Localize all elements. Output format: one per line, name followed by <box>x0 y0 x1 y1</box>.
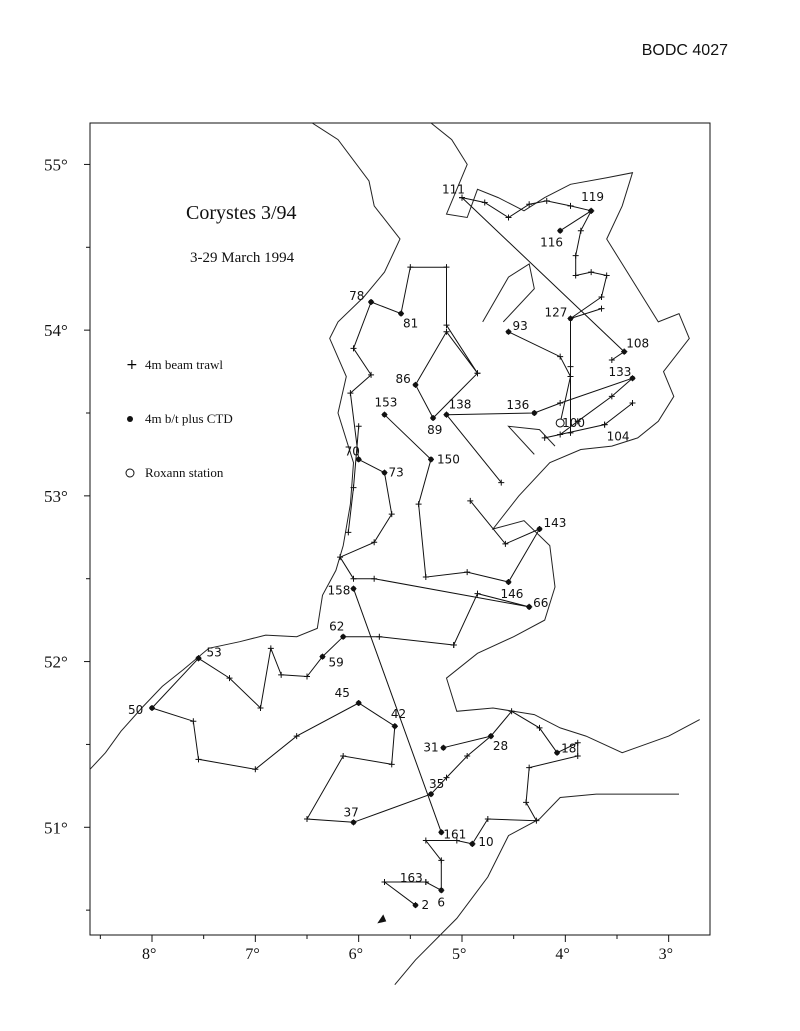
station-label-163: 163 <box>399 870 423 885</box>
station-label-133: 133 <box>608 365 632 380</box>
trawl-marker <box>196 756 202 762</box>
ctd-station-marker <box>430 415 435 420</box>
station-label-62: 62 <box>329 619 345 634</box>
trawl-marker <box>444 322 450 328</box>
y-tick-label: 55° <box>44 155 68 175</box>
track-segment-16 <box>462 198 607 433</box>
ctd-station-marker <box>558 228 563 233</box>
ctd-station-marker <box>392 724 397 729</box>
trawl-marker <box>609 357 615 363</box>
trawl-marker <box>190 718 196 724</box>
track-segment-15 <box>462 198 624 352</box>
trawl-marker <box>588 269 594 275</box>
trawl-marker <box>278 672 284 678</box>
legend-circle-icon <box>126 469 134 477</box>
legend-label-roxann: Roxann station <box>145 465 224 480</box>
ctd-station-marker <box>341 634 346 639</box>
ctd-station-marker <box>506 329 511 334</box>
trawl-marker <box>268 645 274 651</box>
legend-dot-icon <box>127 416 133 422</box>
station-label-37: 37 <box>343 805 359 820</box>
station-layer <box>128 183 649 913</box>
y-tick-label: 52° <box>44 652 68 672</box>
ctd-station-marker <box>428 792 433 797</box>
trawl-marker <box>523 799 529 805</box>
trawl-marker <box>451 642 457 648</box>
track-segment-3 <box>152 703 395 769</box>
map-frame <box>90 123 710 935</box>
trawl-marker <box>351 345 357 351</box>
station-label-111: 111 <box>442 182 465 197</box>
trawl-marker <box>371 539 377 545</box>
trawl-marker <box>475 591 481 597</box>
trawl-marker <box>557 354 563 360</box>
ctd-station-marker <box>356 700 361 705</box>
ctd-station-marker <box>382 412 387 417</box>
station-label-31: 31 <box>423 740 439 755</box>
ctd-station-marker <box>351 586 356 591</box>
trawl-marker <box>533 818 539 824</box>
station-label-42: 42 <box>390 707 407 722</box>
track-segment-1 <box>199 637 454 708</box>
ctd-station-marker <box>196 656 201 661</box>
station-label-161: 161 <box>443 827 467 842</box>
ctd-station-marker <box>527 604 532 609</box>
trawl-marker <box>526 765 532 771</box>
station-label-10: 10 <box>478 834 494 849</box>
trawl-marker <box>371 576 377 582</box>
trawl-marker <box>340 753 346 759</box>
trawl-marker <box>537 725 543 731</box>
trawl-marker <box>557 400 563 406</box>
cruise-track-layer <box>149 195 636 924</box>
trawl-marker <box>544 198 550 204</box>
station-label-50: 50 <box>128 702 144 717</box>
station-label-73: 73 <box>388 465 404 480</box>
ctd-station-marker <box>568 316 573 321</box>
station-label-116: 116 <box>540 235 564 250</box>
trawl-marker <box>464 569 470 575</box>
trawl-marker <box>356 423 362 429</box>
track-segment-9 <box>447 415 502 483</box>
station-label-150: 150 <box>437 452 460 467</box>
station-label-127: 127 <box>544 305 568 320</box>
ctd-station-marker <box>428 457 433 462</box>
ctd-station-marker <box>537 526 542 531</box>
map-title: Corystes 3/94 <box>186 202 297 224</box>
ctd-station-marker <box>589 208 594 213</box>
ctd-station-marker <box>441 745 446 750</box>
station-label-143: 143 <box>543 516 567 530</box>
trawl-marker <box>573 272 579 278</box>
trawl-marker <box>482 200 488 206</box>
trawl-marker <box>389 511 395 517</box>
station-label-78: 78 <box>349 288 365 303</box>
ctd-station-marker <box>413 382 418 387</box>
trawl-marker <box>542 435 548 441</box>
trawl-marker <box>416 501 422 507</box>
ctd-station-marker <box>413 903 418 908</box>
station-label-146: 146 <box>500 587 524 602</box>
station-label-53: 53 <box>206 645 222 660</box>
y-tick-label: 54° <box>44 321 68 341</box>
coastline-3 <box>509 426 556 454</box>
station-label-100: 100 <box>562 415 586 430</box>
trawl-marker <box>304 816 310 822</box>
track-segment-18 <box>571 309 602 319</box>
track-segment-11 <box>340 302 529 607</box>
ctd-station-marker <box>382 470 387 475</box>
trawl-marker <box>376 634 382 640</box>
legend-label-beam-trawl: 4m beam trawl <box>145 357 223 372</box>
station-label-70: 70 <box>344 444 360 459</box>
ctd-station-marker <box>554 750 559 755</box>
trawl-marker <box>351 576 357 582</box>
map-subtitle: 3-29 March 1994 <box>190 250 295 266</box>
station-label-136: 136 <box>506 398 530 412</box>
station-label-104: 104 <box>606 429 630 444</box>
trawl-marker <box>599 294 605 300</box>
trawl-marker <box>578 228 584 234</box>
trawl-marker <box>568 430 574 436</box>
station-label-66: 66 <box>533 595 549 610</box>
reference-code: BODC 4027 <box>641 42 728 59</box>
station-label-108: 108 <box>626 336 650 351</box>
track-segment-13 <box>447 378 633 438</box>
station-label-81: 81 <box>403 316 419 331</box>
station-label-158: 158 <box>327 583 351 598</box>
x-tick-label: 7° <box>245 946 260 963</box>
trawl-marker <box>423 574 429 580</box>
ctd-station-marker <box>320 654 325 659</box>
trawl-marker <box>573 253 579 259</box>
coastline-layer <box>90 123 700 985</box>
station-label-153: 153 <box>374 395 398 410</box>
trawl-marker <box>604 272 610 278</box>
trawl-marker <box>407 264 413 270</box>
station-label-119: 119 <box>581 189 605 204</box>
x-tick-label: 3° <box>658 946 674 963</box>
station-label-2: 2 <box>421 898 430 913</box>
trawl-station-marker <box>423 879 429 885</box>
ctd-station-marker <box>439 888 444 893</box>
legend <box>126 357 233 480</box>
station-label-59: 59 <box>328 655 344 670</box>
ctd-station-marker <box>149 705 154 710</box>
trawl-marker <box>389 761 395 767</box>
trawl-marker <box>506 214 512 220</box>
x-tick-label: 8° <box>142 946 157 963</box>
station-label-6: 6 <box>437 895 445 910</box>
trawl-marker <box>337 554 343 560</box>
station-label-45: 45 <box>334 686 350 700</box>
track-segment-8 <box>385 415 540 582</box>
track-segment-12 <box>348 426 358 532</box>
station-label-138: 138 <box>448 397 472 412</box>
ctd-station-marker <box>488 734 493 739</box>
station-label-86: 86 <box>395 371 411 386</box>
station-label-89: 89 <box>427 422 443 437</box>
trawl-marker <box>485 816 491 822</box>
trawl-marker <box>599 306 605 312</box>
x-tick-label: 5° <box>452 946 467 963</box>
legend-plus-icon: + <box>126 357 138 373</box>
coastline-1 <box>431 123 700 753</box>
track-segment-6 <box>385 841 473 906</box>
axis-layer <box>44 155 673 963</box>
ctd-station-marker <box>532 410 537 415</box>
track-direction-arrow <box>377 914 386 923</box>
ctd-station-marker <box>351 820 356 825</box>
track-segment-0 <box>152 658 199 708</box>
station-label-93: 93 <box>512 318 528 333</box>
station-label-18: 18 <box>561 741 577 756</box>
legend-label-ctd: 4m b/t plus CTD <box>145 411 233 426</box>
ctd-station-marker <box>506 579 511 584</box>
trawl-marker <box>568 364 574 370</box>
ctd-station-marker <box>444 412 449 417</box>
station-label-35: 35 <box>429 777 445 792</box>
y-tick-label: 53° <box>44 486 68 506</box>
x-tick-label: 4° <box>555 946 570 963</box>
trawl-marker <box>568 203 574 209</box>
ctd-station-marker <box>470 841 475 846</box>
trawl-marker <box>444 264 450 270</box>
track-segment-2 <box>454 594 530 645</box>
coastline-4 <box>483 264 535 322</box>
ctd-station-marker <box>368 299 373 304</box>
station-label-28: 28 <box>492 739 509 754</box>
ctd-station-marker <box>398 311 403 316</box>
y-tick-label: 51° <box>44 818 68 838</box>
x-tick-label: 6° <box>348 946 364 963</box>
